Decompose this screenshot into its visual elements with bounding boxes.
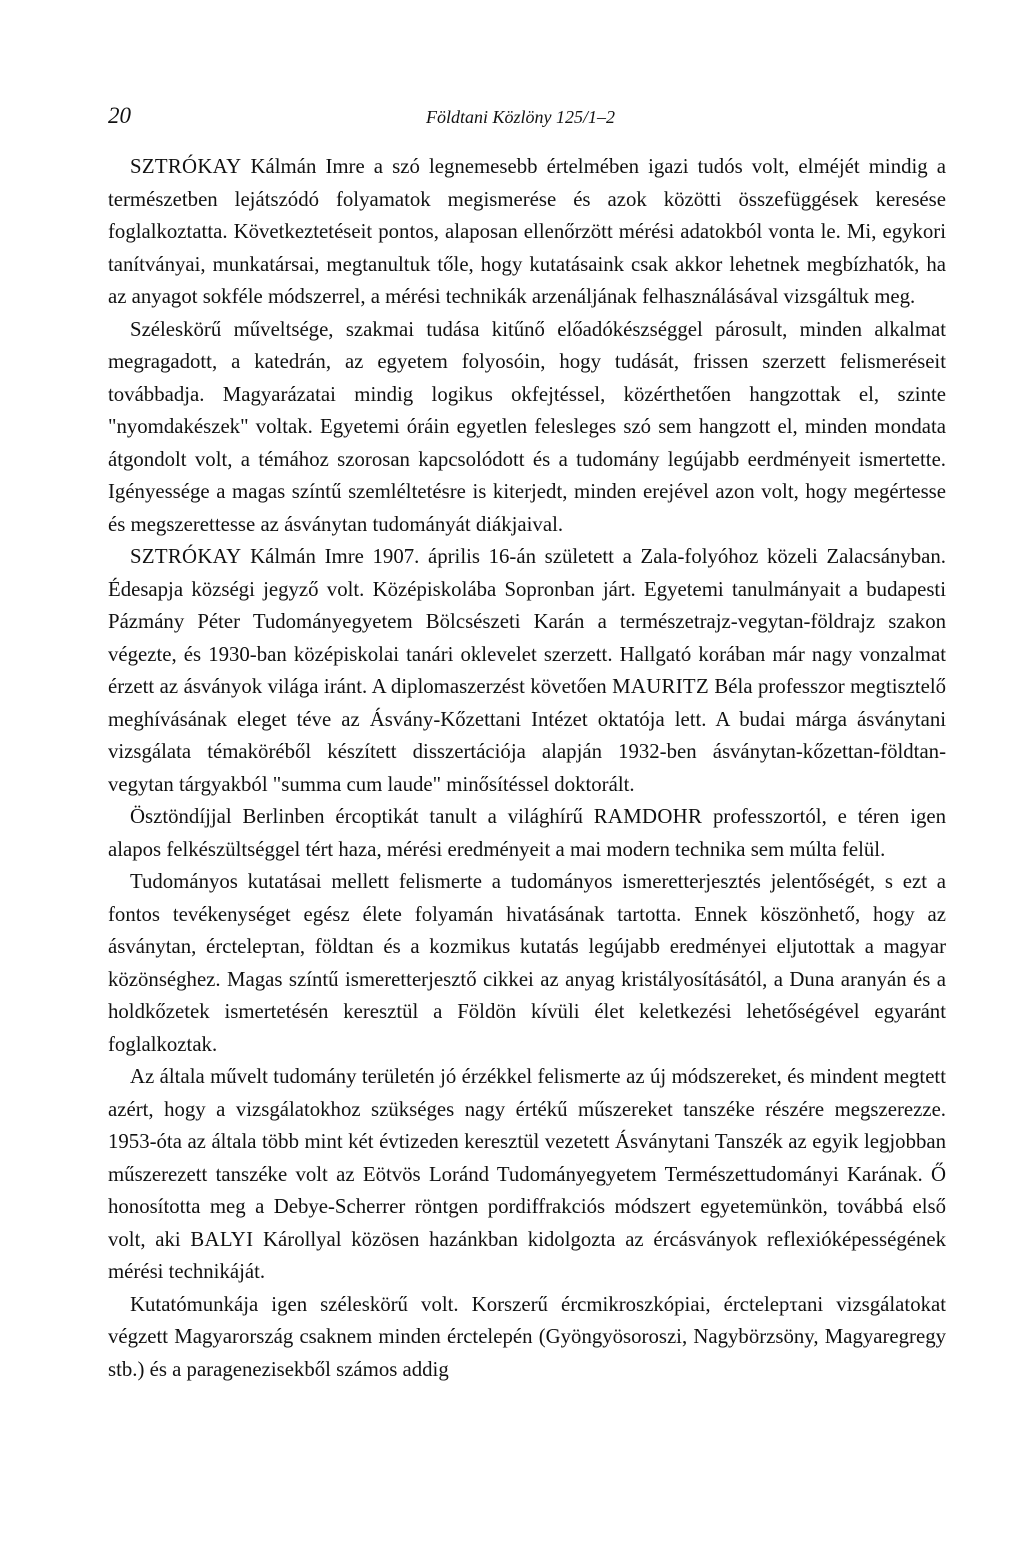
paragraph-1 [108, 151, 946, 314]
page-number: 20 [108, 103, 131, 128]
article-body [108, 151, 946, 1386]
person-name: BALYI [190, 1227, 254, 1251]
paragraph-text: Ösztöndíjjal Berlinben ércoptikát tanult a világhírű [130, 805, 594, 828]
person-name: RAMDOHR [593, 805, 703, 828]
paragraph-text: Kálmán Imre a szó legnemesebb értelmében igazi tudós volt, elméjét mindig a természetben lejátszódó folyamatok megismerése és azok közötti összefüggések keresése foglalkoztatta. Következtetéseit pontos, alaposan ellenőrzött mérési adatokból vonta le. Mi, egykori tanítványai, munkatársai, megtanultuk tőle, hogy kutatásaink csak akkor lehetnek megbízhatók, ha az anyagot sokféle módszerrel, a mérési technikák arzenáljának felhasználásával vizsgáltuk meg. [108, 155, 946, 308]
paragraph-6 [108, 1061, 946, 1289]
journal-title: Földtani Közlöny 125/1–2 [426, 107, 615, 127]
paragraph-text: Széleskörű műveltsége, szakmai tudása kitűnő előadókészséggel párosult, minden alkalmat megragadott, a katedrán, az egyetem folyosóin, hogy tudását, frissen szerzett felismeréseit továbbadja. Magyarázatai mindig logikus okfejtéssel, közérthetően hangzottak el, szinte "nyomdakészek" voltak. Egyetemi óráin egyetlen felesleges szó sem hangzott el, minden mondata átgondolt volt, a témához szorosan kapcsolódott és a tudomány legújabb eerdményeit ismertette. Igényessége a magas színtű szemléltetésre is kiterjedt, minden erejével azon volt, hogy megértesse és megszerettesse az ásványtan tudományát diákjaival. [108, 317, 946, 536]
running-header [108, 102, 944, 132]
paragraph-4 [108, 801, 946, 866]
paragraph-text: Tudományos kutatásai mellett felismerte a tudományos ismeretterjesztés jelentőségét, s ezt a fontos tevékenységet egész élete folyamán hivatásának tartotta. Ennek köszönhető, hogy az ásványtan, érctelepτan, földtan és a kozmikus kutatás legújabb eredményei eljutottak a magyar közönséghez. Magas színtű ismeretterjesztő cikkei az anyag kristályosításától, a Duna aranyán és a holdkőzetek ismertetésén keresztül a Földön kívüli élet keletkezési lehetőségével egyaránt foglalkoztak. [108, 870, 946, 1056]
paragraph-text: Béla professzor megtisztelő meghívásának eleget téve az Ásvány-Kőzettani Intézet oktatója lett. A budai márga ásványtani vizsgálata témaköréből készített disszertációja alapján 1932-ben ásványtan-kőzettan-földtan-vegytan tárgyakból "summa cum laude" minősítéssel doktorált. [108, 675, 947, 796]
paragraph-2 [108, 314, 946, 542]
paragraph-text: Kutatómunkája igen széleskörű volt. Korszerű ércmikroszkópiai, érctelepτani vizsgálatokat végzett Magyarország csaknem minden érctelepén (Gyöngyösoroszi, Nagybörzsöny, Magyaregregy stb.) és a paragenezisekből számos addig [108, 1292, 946, 1381]
author-name: SZTRÓKAY [130, 155, 242, 178]
paragraph-text: Kálmán Imre 1907. április 16-án született a Zala-folyóhoz közeli Zalacsányban. Édesapja községi jegyző volt. Középiskolába Sopronban járt. Egyetemi tanulmányait a budapesti Pázmány Péter Tudományegyetem Bölcsészeti Karán a természetrajz-vegytan-földrajz szakon végezte, és 1930-ban középiskolai tanári oklevelet szerzett. Hallgató korában már nagy vonzalmat érzett az ásványok világa iránt. A diplomaszerzést követően [108, 545, 946, 698]
person-name: MAURITZ [612, 675, 709, 698]
paragraph-text: Károllyal közösen hazánkban kidolgozta az ércásványok reflexióképességének mérési technikáját. [108, 1227, 946, 1283]
paragraph-7 [108, 1289, 946, 1387]
paragraph-text: Az általa művelt tudomány területén jó érzékkel felismerte az új módszereket, és mindent megtett azért, hogy a vizsgálatokhoz szükséges nagy értékű műszereket tanszéke részére megszerezze. 1953-óta az általa több mint két évtizeden keresztül vezetett Ásványtani Tanszék az egyik legjobban műszerezett tanszéke volt az Eötvös Loránd Tudományegyetem Természettudományi Karának. Ő honosította meg a Debye-Scherrer röntgen pordiffrakciós módszert egyetemünkön, továbbá első volt, aki [108, 1065, 946, 1251]
paragraph-text: professzortól, e téren igen alapos felkészültséggel tért haza, mérési eredményeit a mai modern technika sem múlta felül. [108, 805, 946, 861]
paragraph-3 [108, 541, 946, 801]
author-name: SZTRÓKAY [130, 545, 242, 568]
paragraph-5 [108, 866, 946, 1061]
